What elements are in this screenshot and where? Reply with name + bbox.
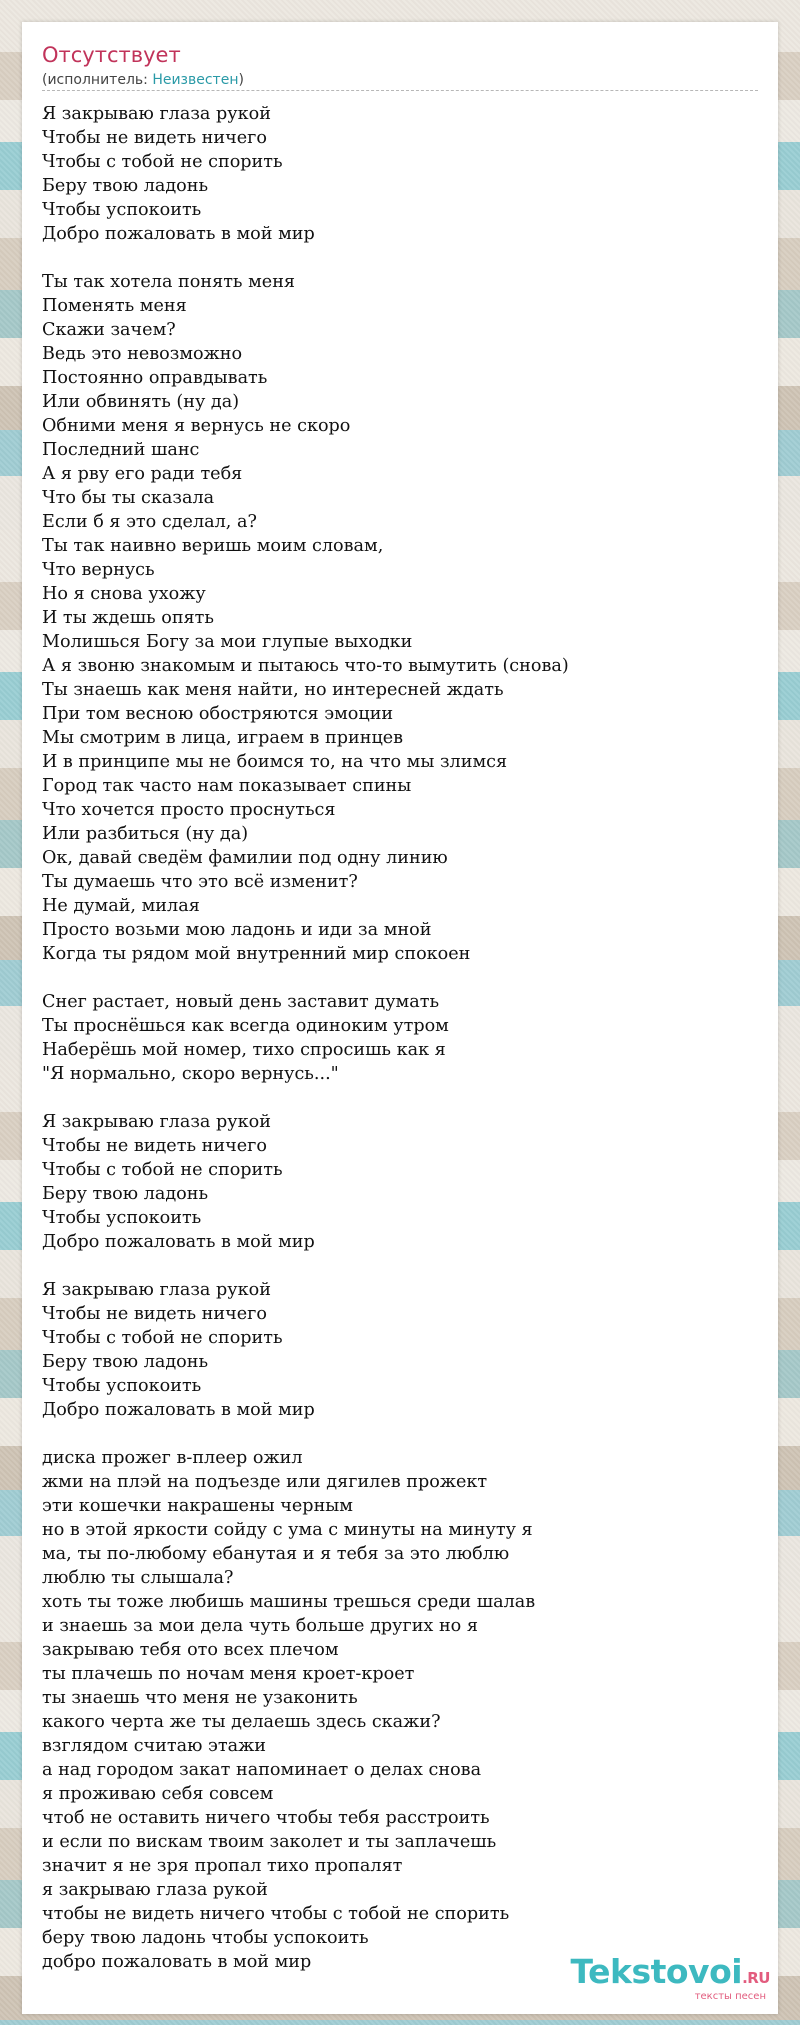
logo-wordmark — [570, 1952, 770, 1995]
artist-link[interactable]: Неизвестен — [152, 72, 239, 88]
song-title: Отсутствует — [42, 43, 181, 67]
artist-suffix: ) — [238, 72, 244, 88]
lyrics-card — [22, 22, 778, 2014]
logo-name: Tekstovoi — [570, 1952, 743, 1991]
artist-prefix: (исполнитель: — [42, 72, 153, 88]
logo-domain: .RU — [742, 1969, 770, 1987]
lyrics-text: Я закрываю глаза рукой Чтобы не видеть ничего Чтобы с тобой не спорить Беру твою ладонь Чтобы успокоить Добро пожаловать в мой мир Ты так хотела понять меня Поменять меня Скажи зачем? Ведь это невозможно Постоянно оправдывать Или обвинять (ну да) Обними меня я вернусь не скоро Последний шанс А я рву его ради тебя Что бы ты сказала Если б я это сделал, а? Ты так наивно веришь моим словам, Что вернусь Но я снова ухожу И ты ждешь опять Молишься Богу за мои глупые выходки А я звоню знакомым и пытаюсь что-то вымутить (снова) Ты знаешь как меня найти, но интересней ждать При том весною обостряются эмоции Мы смотрим в лица, играем в принцев И в принципе мы не боимся то, на что мы злимся Город так часто нам показывает спины Что хочется просто проснуться Или разбиться (ну да) Ок, давай сведём фамилии под одну линию Ты думаешь что это всё изменит? Не думай, милая Просто возьми мою ладонь и иди за мной Когда ты рядом мой внутренний мир спокоен Снег растает, новый день заставит думать Ты проснёшься как всегда одиноким утром Наберёшь мой номер, тихо спросишь как я "Я нормально, скоро вернусь..." Я закрываю глаза рукой Чтобы не видеть ничего Чтобы с тобой не спорить Беру твою ладонь Чтобы успокоить Добро пожаловать в мой мир Я закрываю глаза рукой Чтобы не видеть ничего Чтобы с тобой не спорить Беру твою ладонь Чтобы успокоить Добро пожаловать в мой мир диска прожег в-плеер ожил жми на плэй на подъезде или дягилев прожект эти кошечки накрашены черным но в этой яркости сойду с ума с минуты на минуту я ма, ты по-любому ебанутая и я тебя за это люблю люблю ты слышала? хоть ты тоже любишь машины трешься среди шалав и знаешь за мои дела чуть больше других но я закрываю тебя ото всех плечом ты плачешь по ночам меня кроет-кроет ты знаешь что меня не узаконить какого черта же ты делаешь здесь скажи? взглядом считаю этажи а над городом закат напоминает о делах снова я проживаю себя совсем чтоб не оставить ничего чтобы тебя расстроить и если по вискам твоим заколет и ты заплачешь значит я не зря пропал тихо пропалят я закрываю глаза рукой чтобы не видеть ничего чтобы с тобой не спорить беру твою ладонь чтобы успокоить добро пожаловать в мой мир — [42, 104, 569, 1972]
artist-line — [42, 71, 758, 91]
logo-tagline: тексты песен — [694, 1991, 766, 2002]
site-logo[interactable] — [570, 1952, 770, 2002]
